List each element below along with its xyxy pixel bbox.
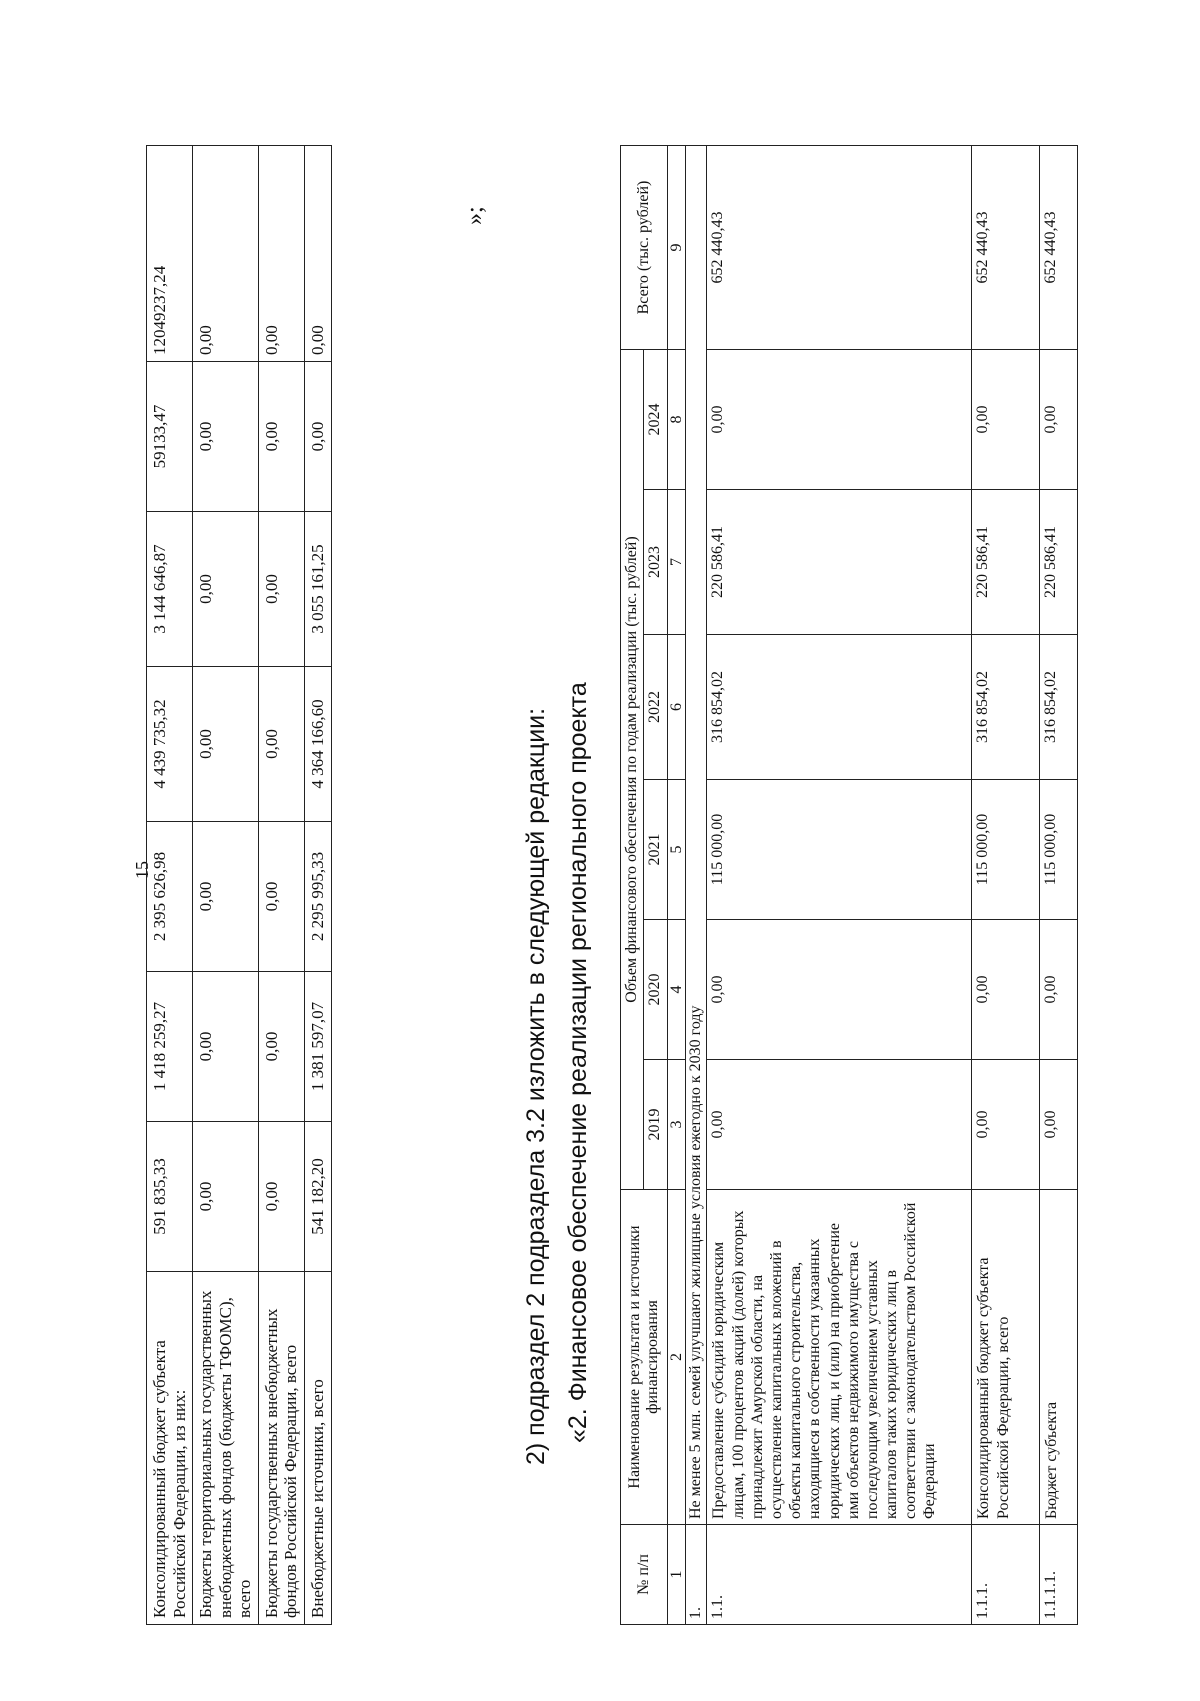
cell-value: 316 854,02 — [972, 635, 1040, 780]
goal-text: Не менее 5 млн. семей улучшают жилищные условия ежегодно к 2030 году — [686, 146, 707, 1525]
cell-total: 0,00 — [193, 146, 259, 362]
row-num: 1.1.1. — [972, 1525, 1040, 1625]
cell-value: 0,00 — [258, 972, 304, 1122]
table-row — [1040, 146, 1078, 1625]
cell-value: 3 144 646,87 — [147, 512, 193, 667]
cell-value: 0,00 — [193, 667, 259, 822]
cell-value: 0,00 — [972, 350, 1040, 490]
cell-value: 4 364 166,60 — [304, 667, 331, 822]
column-index: 3 — [667, 1060, 686, 1190]
row-num: 1.1. — [707, 1525, 972, 1625]
section-title: «2. Финансовое обеспечение реализации регионального проекта — [564, 682, 592, 1443]
cell-value: 2 395 626,98 — [147, 822, 193, 972]
row-label: Внебюджетные источники, всего — [304, 1272, 331, 1625]
cell-total: 0,00 — [258, 146, 304, 362]
cell-value: 0,00 — [707, 350, 972, 490]
cell-value: 316 854,02 — [707, 635, 972, 780]
cell-total: 652 440,43 — [1040, 146, 1078, 350]
cell-total: 0,00 — [304, 146, 331, 362]
table-row — [258, 146, 304, 1625]
cell-value: 59133,47 — [147, 362, 193, 512]
column-index: 7 — [667, 490, 686, 635]
row-label: Бюджет субъекта — [1040, 1190, 1078, 1525]
column-index: 6 — [667, 635, 686, 780]
table-row — [304, 146, 331, 1625]
cell-value: 0,00 — [193, 512, 259, 667]
closing-quote-mark: »; — [462, 206, 488, 225]
goal-num: 1. — [686, 1525, 707, 1625]
cell-value: 220 586,41 — [707, 490, 972, 635]
table-row — [972, 146, 1040, 1625]
header-year: 2019 — [644, 1060, 667, 1190]
cell-value: 4 439 735,32 — [147, 667, 193, 822]
header-year: 2023 — [644, 490, 667, 635]
cell-value: 115 000,00 — [707, 780, 972, 920]
page-number: 15 — [132, 861, 152, 879]
header-year: 2021 — [644, 780, 667, 920]
header-year: 2024 — [644, 350, 667, 490]
cell-value: 316 854,02 — [1040, 635, 1078, 780]
cell-total: 12049237,24 — [147, 146, 193, 362]
rotated-content — [120, 115, 1140, 1625]
cell-value: 0,00 — [193, 1122, 259, 1272]
cell-value: 0,00 — [258, 667, 304, 822]
goal-row — [686, 146, 707, 1625]
header-name: Наименование результата и источники финансирования — [621, 1190, 668, 1525]
header-total: Всего (тыс. рублей) — [621, 146, 668, 350]
row-label: Консолидированный бюджет субъекта Российской Федерации, всего — [972, 1190, 1040, 1525]
cell-value: 0,00 — [972, 920, 1040, 1060]
cell-value: 0,00 — [258, 1122, 304, 1272]
cell-value: 1 381 597,07 — [304, 972, 331, 1122]
row-label: Бюджеты территориальных государственных внебюджетных фондов (бюджеты ТФОМС), всего — [193, 1272, 259, 1625]
cell-value: 541 182,20 — [304, 1122, 331, 1272]
column-index: 1 — [667, 1525, 686, 1625]
column-index: 8 — [667, 350, 686, 490]
column-index-row — [667, 146, 686, 1625]
header-row — [621, 146, 644, 1625]
cell-value: 115 000,00 — [1040, 780, 1078, 920]
cell-value: 1 418 259,27 — [147, 972, 193, 1122]
cell-value: 0,00 — [1040, 920, 1078, 1060]
cell-value: 115 000,00 — [972, 780, 1040, 920]
cell-value: 2 295 995,33 — [304, 822, 331, 972]
cell-value: 220 586,41 — [1040, 490, 1078, 635]
project-financing-table — [620, 145, 1078, 1625]
cell-value: 0,00 — [193, 822, 259, 972]
header-num: № п/п — [621, 1525, 668, 1625]
amendment-paragraph: 2) подраздел 2 подраздела 3.2 изложить в следующей редакции: — [522, 707, 550, 1465]
table-row — [193, 146, 259, 1625]
cell-value: 0,00 — [1040, 1060, 1078, 1190]
column-index: 4 — [667, 920, 686, 1060]
cell-value: 0,00 — [707, 920, 972, 1060]
column-index: 9 — [667, 146, 686, 350]
row-label: Предоставление субсидий юридическим лицам, 100 процентов акций (долей) которых принадлежит Амурской области, на осуществление капитальных вложений в объекты капитального строительства, находящиеся в собственности указанных юридических лиц, и (или) на приобретение ими объектов недвижимого имущества с последующим увеличением уставных капиталов таких юридических лиц в соответствии с законодательством Российской Федерации — [707, 1190, 972, 1525]
row-label: Бюджеты государственных внебюджетных фондов Российской Федерации, всего — [258, 1272, 304, 1625]
cell-value: 0,00 — [972, 1060, 1040, 1190]
cell-total: 652 440,43 — [707, 146, 972, 350]
financing-summary-table — [146, 145, 332, 1625]
table-row — [707, 146, 972, 1625]
cell-value: 3 055 161,25 — [304, 512, 331, 667]
cell-value: 0,00 — [258, 362, 304, 512]
table-row — [147, 146, 193, 1625]
row-label: Консолидированный бюджет субъекта Российской Федерации, из них: — [147, 1272, 193, 1625]
header-year: 2022 — [644, 635, 667, 780]
cell-value: 0,00 — [258, 822, 304, 972]
cell-value: 591 835,33 — [147, 1122, 193, 1272]
header-volume: Объем финансового обеспечения по годам реализации (тыс. рублей) — [621, 350, 644, 1190]
header-year: 2020 — [644, 920, 667, 1060]
cell-value: 0,00 — [193, 362, 259, 512]
row-num: 1.1.1.1. — [1040, 1525, 1078, 1625]
cell-total: 652 440,43 — [972, 146, 1040, 350]
column-index: 2 — [667, 1190, 686, 1525]
column-index: 5 — [667, 780, 686, 920]
cell-value: 220 586,41 — [972, 490, 1040, 635]
cell-value: 0,00 — [193, 972, 259, 1122]
cell-value: 0,00 — [707, 1060, 972, 1190]
cell-value: 0,00 — [304, 362, 331, 512]
cell-value: 0,00 — [258, 512, 304, 667]
cell-value: 0,00 — [1040, 350, 1078, 490]
